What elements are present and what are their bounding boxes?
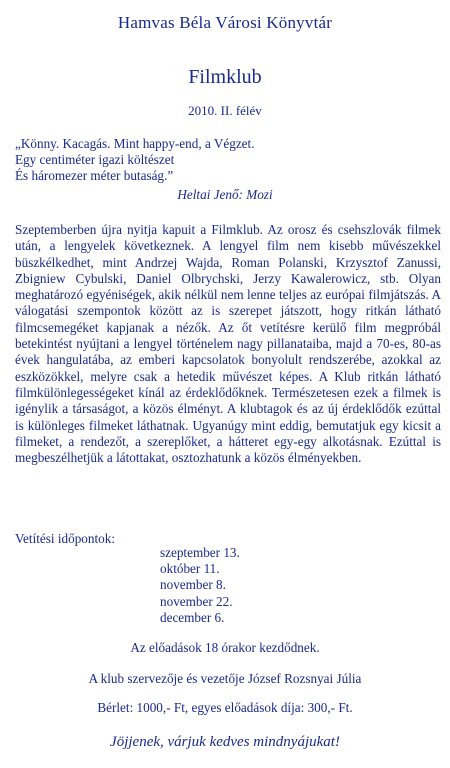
quote-line: Egy centiméter igazi költészet [15, 152, 175, 167]
library-name: Hamvas Béla Városi Könyvtár [117, 13, 333, 32]
screening-dates-list [160, 545, 240, 626]
quote-line: És háromezer méter butaság.” [15, 168, 174, 183]
screening-date: december 6. [160, 609, 225, 625]
screening-date: november 22. [160, 593, 233, 609]
start-time-note: Az előadások 18 órakor kezdődnek. [130, 640, 320, 655]
organizer-note: A klub szervezője és vezetője József Rozsnyai Júlia [88, 671, 362, 686]
screening-date: október 11. [160, 561, 220, 577]
intro-paragraph: Szeptemberben újra nyitja kapuit a Filmklub. Az orosz és csehszlovák filmek után, a lengyelek következnek. A lengyel film nem kisebb művészekkel büszkélkedhet, mint Andrzej Wajda, Roman Polanski, Krzysztof Zanussi, Zbigniew Cybulski, Daniel Olbrychski, Jerzy Kawalerowicz, stb. Olyan meghatározó egyéniségek, akik nélkül nem lenne teljes az európai filmjátszás. A válogatási szempontok között az is szerepet játszott, hogy ritkán látható filmcsemegéket kapjanak a nézők. Az őt vetítésre kerülő film megpróbál betekintést nyújtani a lengyel történelem nagy pillanataiba, majd a 70-es, 80-as évek hangulatába, az emberi kapcsolatok bonyolult rendszerébe, azokkal az eszközökkel, melyre csak a hetedik művészet képes. A Klub ritkán látható filmkülönlegességeket kínál az érdeklődőknek. Természetesen ezek a filmek is igénylik a társaságot, a közös élményt. A klubtagok és az új érdeklődők ezúttal is különleges filmeket láthatnak. Ugyanúgy mint eddig, bemutatjuk egy kicsit a filmeket, a rendezőt, a szereplőket, a hátteret egy-egy alkotásnak. Ezúttal is megbeszélhetjük a látottakat, osztozhatunk a közös élményekben. [15, 222, 441, 466]
page-title: Filmklub [188, 66, 262, 88]
screening-date: november 8. [160, 577, 226, 593]
price-note: Bérlet: 1000,- Ft, egyes előadások díja: 300,- Ft. [97, 700, 353, 715]
screening-date: szeptember 13. [160, 545, 240, 560]
quote-line: „Könny. Kacagás. Mint happy-end, a Végzet. [15, 136, 255, 151]
semester-label: 2010. II. félév [188, 103, 262, 118]
quote-attribution: Heltai Jenő: Mozi [177, 187, 273, 202]
closing-invitation: Jöjjenek, várjuk kedves mindnyájukat! [110, 734, 340, 750]
quote-block [15, 136, 440, 184]
screening-dates-label: Vetítési időpontok: [15, 531, 115, 546]
